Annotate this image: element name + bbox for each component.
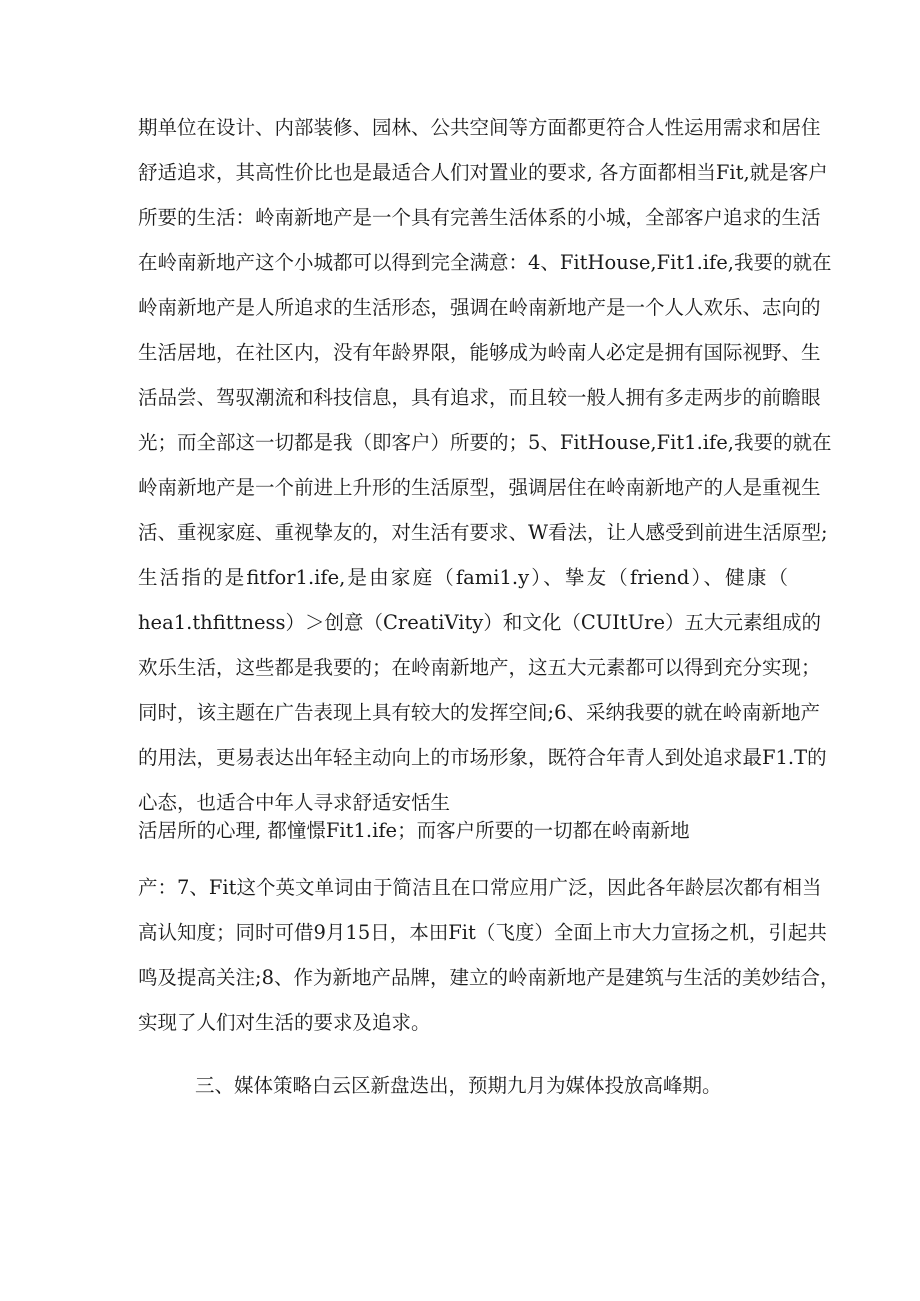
text-line: 高认知度；同时可借9月15日，本田Fit（飞度）全面上市大力宣扬之机，引起共 [138,921,827,944]
text-line: 生活指的是fitfor1.ife,是由家庭（fami1.y）、挚友（friend）、健康（ [138,566,788,589]
text-line: hea1.thfittness）＞创意（CreatiVity）和文化（CUItUre）五大元素组成的 [138,611,822,634]
text-line: 活、重视家庭、重视挚友的，对生活有要求、W看法，让人感受到前进生活原型; [138,521,828,544]
text-line: 活品尝、驾驭潮流和科技信息，具有追求，而且较一般人拥有多走两步的前瞻眼 [138,386,821,409]
text-line: 光；而全部这一切都是我（即客户）所要的；5、FitHouse,Fit1.ife,我要的就在 [138,431,832,454]
text-line: 欢乐生活，这些都是我要的；在岭南新地产，这五大元素都可以得到充分实现； [138,656,821,679]
text-line: 岭南新地产是一个前进上升形的生活原型，强调居住在岭南新地产的人是重视生 [138,476,821,499]
text-line: 所要的生活：岭南新地产是一个具有完善生活体系的小城，全部客户追求的生活 [138,206,821,229]
text-line: 岭南新地产是人所追求的生活形态，强调在岭南新地产是一个人人欢乐、志向的 [138,296,821,319]
text-line: 产：7、Fit这个英文单词由于简洁且在口常应用广泛，因此各年龄层次都有相当 [138,876,822,899]
text-line: 舒适追求，其高性价比也是最适合人们对置业的要求, 各方面都相当Fit,就是客户 [138,161,828,184]
text-line: 鸣及提高关注;8、作为新地产品牌，建立的岭南新地产是建筑与生活的美妙结合， [138,966,840,989]
body-text [138,116,840,1098]
text-line: 同时，该主题在广告表现上具有较大的发挥空间;6、采纳我要的就在岭南新地产 [138,701,820,724]
text-line: 的用法，更易表达出年轻主动向上的市场形象，既符合年青人到处追求最F1.T的 [138,746,827,769]
text-line: 活居所的心理, 都憧憬Fit1.ife；而客户所要的一切都在岭南新地 [138,819,690,842]
text-line: 心态，也适合中年人寻求舒适安恬生 [138,791,451,814]
text-line: 期单位在设计、内部装修、园林、公共空间等方面都更符合人性运用需求和居住 [138,116,821,139]
text-line: 在岭南新地产这个小城都可以得到完全满意：4、FitHouse,Fit1.ife,我要的就在 [138,251,832,274]
section-heading: 三、媒体策略白云区新盘迭出，预期九月为媒体投放高峰期。 [195,1074,722,1097]
text-line: 生活居地，在社区内，没有年龄界限，能够成为岭南人必定是拥有国际视野、生 [138,341,821,364]
text-line: 实现了人们对生活的要求及追求。 [138,1011,431,1034]
